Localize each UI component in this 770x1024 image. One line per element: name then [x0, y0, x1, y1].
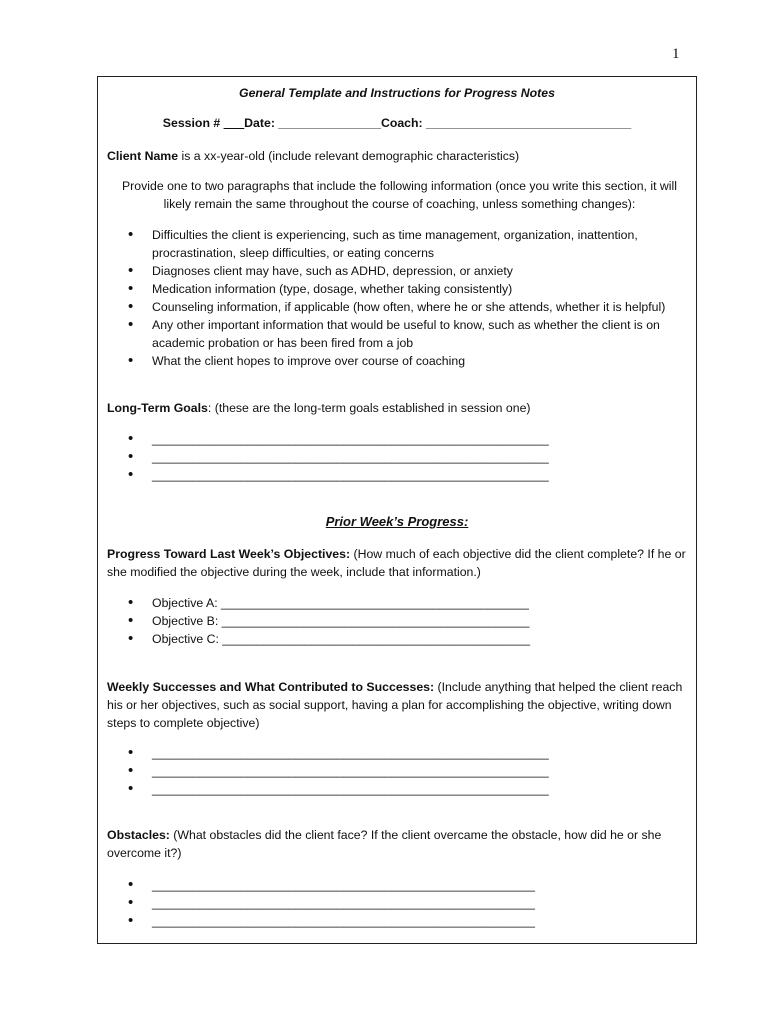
- info-list: [107, 226, 692, 370]
- client-name-text: is a xx-year-old (include relevant demographic characteristics): [178, 149, 520, 163]
- success-blank[interactable]: • __________________________________________________________: [107, 744, 692, 762]
- success-blank[interactable]: • __________________________________________________________: [107, 762, 692, 780]
- objective-a[interactable]: • Objective A: _____________________________________________: [107, 594, 692, 612]
- long-term-goals-line: [107, 399, 692, 417]
- goal-blank[interactable]: • __________________________________________________________: [107, 430, 692, 448]
- obstacle-blank[interactable]: • ________________________________________________________: [107, 912, 692, 930]
- date-blank[interactable]: _______________: [278, 116, 381, 130]
- list-item: • Medication information (type, dosage, whether taking consistently): [107, 280, 692, 298]
- long-term-goals-text: : (these are the long-term goals established in session one): [207, 401, 531, 415]
- successes-label: Weekly Successes and What Contributed to Successes:: [107, 680, 435, 694]
- long-term-goals-list: [107, 430, 692, 484]
- session-blank[interactable]: ___: [223, 116, 245, 130]
- list-item: • Any other important information that would be useful to know, such as whether the client is on academic probation or has been fired from a job: [107, 316, 692, 352]
- obstacles-label: Obstacles:: [107, 828, 170, 842]
- session-label: Session #: [162, 116, 224, 130]
- prior-week-heading: Prior Week’s Progress:: [325, 514, 469, 529]
- coach-label: Coach:: [380, 116, 427, 130]
- objective-b[interactable]: • Objective B: _____________________________________________: [107, 612, 692, 630]
- objective-c[interactable]: • Objective C: _____________________________________________: [107, 630, 692, 648]
- list-item: • Difficulties the client is experiencing, such as time management, organization, inattention, procrastination, sleep difficulties, or eating concerns: [107, 226, 692, 262]
- obstacle-blank[interactable]: • ________________________________________________________: [107, 876, 692, 894]
- obstacles-paragraph: [107, 826, 692, 862]
- list-item: • Counseling information, if applicable (how often, where he or she attends, whether it is helpful): [107, 298, 692, 316]
- obstacles-text: (What obstacles did the client face? If the client overcame the obstacle, how did he or she overcome it?): [107, 828, 662, 860]
- goal-blank[interactable]: • __________________________________________________________: [107, 448, 692, 466]
- client-name-label: Client Name: [107, 149, 179, 163]
- date-label: Date:: [244, 116, 279, 130]
- page-number: 1: [672, 46, 680, 62]
- goal-blank[interactable]: • __________________________________________________________: [107, 466, 692, 484]
- intro-paragraph: Provide one to two paragraphs that include the following information (once you write this section, it will likely remain the same throughout the course of coaching, unless something changes):: [121, 179, 678, 211]
- successes-list: [107, 744, 692, 798]
- obstacle-blank[interactable]: • ________________________________________________________: [107, 894, 692, 912]
- session-line: [97, 116, 697, 130]
- progress-label: Progress Toward Last Week’s Objectives:: [107, 547, 351, 561]
- obstacles-list: [107, 876, 692, 930]
- progress-paragraph: [107, 545, 692, 581]
- long-term-goals-label: Long-Term Goals: [107, 401, 208, 415]
- coach-blank[interactable]: ______________________________: [426, 116, 632, 130]
- list-item: • Diagnoses client may have, such as ADHD, depression, or anxiety: [107, 262, 692, 280]
- successes-text: (Include anything that helped the client reach his or her objectives, such as social support, having a plan for accomplishing the objective, writing down steps to complete objective): [107, 680, 683, 730]
- progress-text: (How much of each objective did the client complete? If he or she modified the objective during the week, include that information.): [107, 547, 686, 579]
- successes-paragraph: [107, 678, 692, 732]
- success-blank[interactable]: • __________________________________________________________: [107, 780, 692, 798]
- list-item: • What the client hopes to improve over course of coaching: [107, 352, 692, 370]
- document-title: General Template and Instructions for Progress Notes: [239, 86, 555, 100]
- client-name-line: [107, 147, 692, 165]
- objectives-list: [107, 594, 692, 648]
